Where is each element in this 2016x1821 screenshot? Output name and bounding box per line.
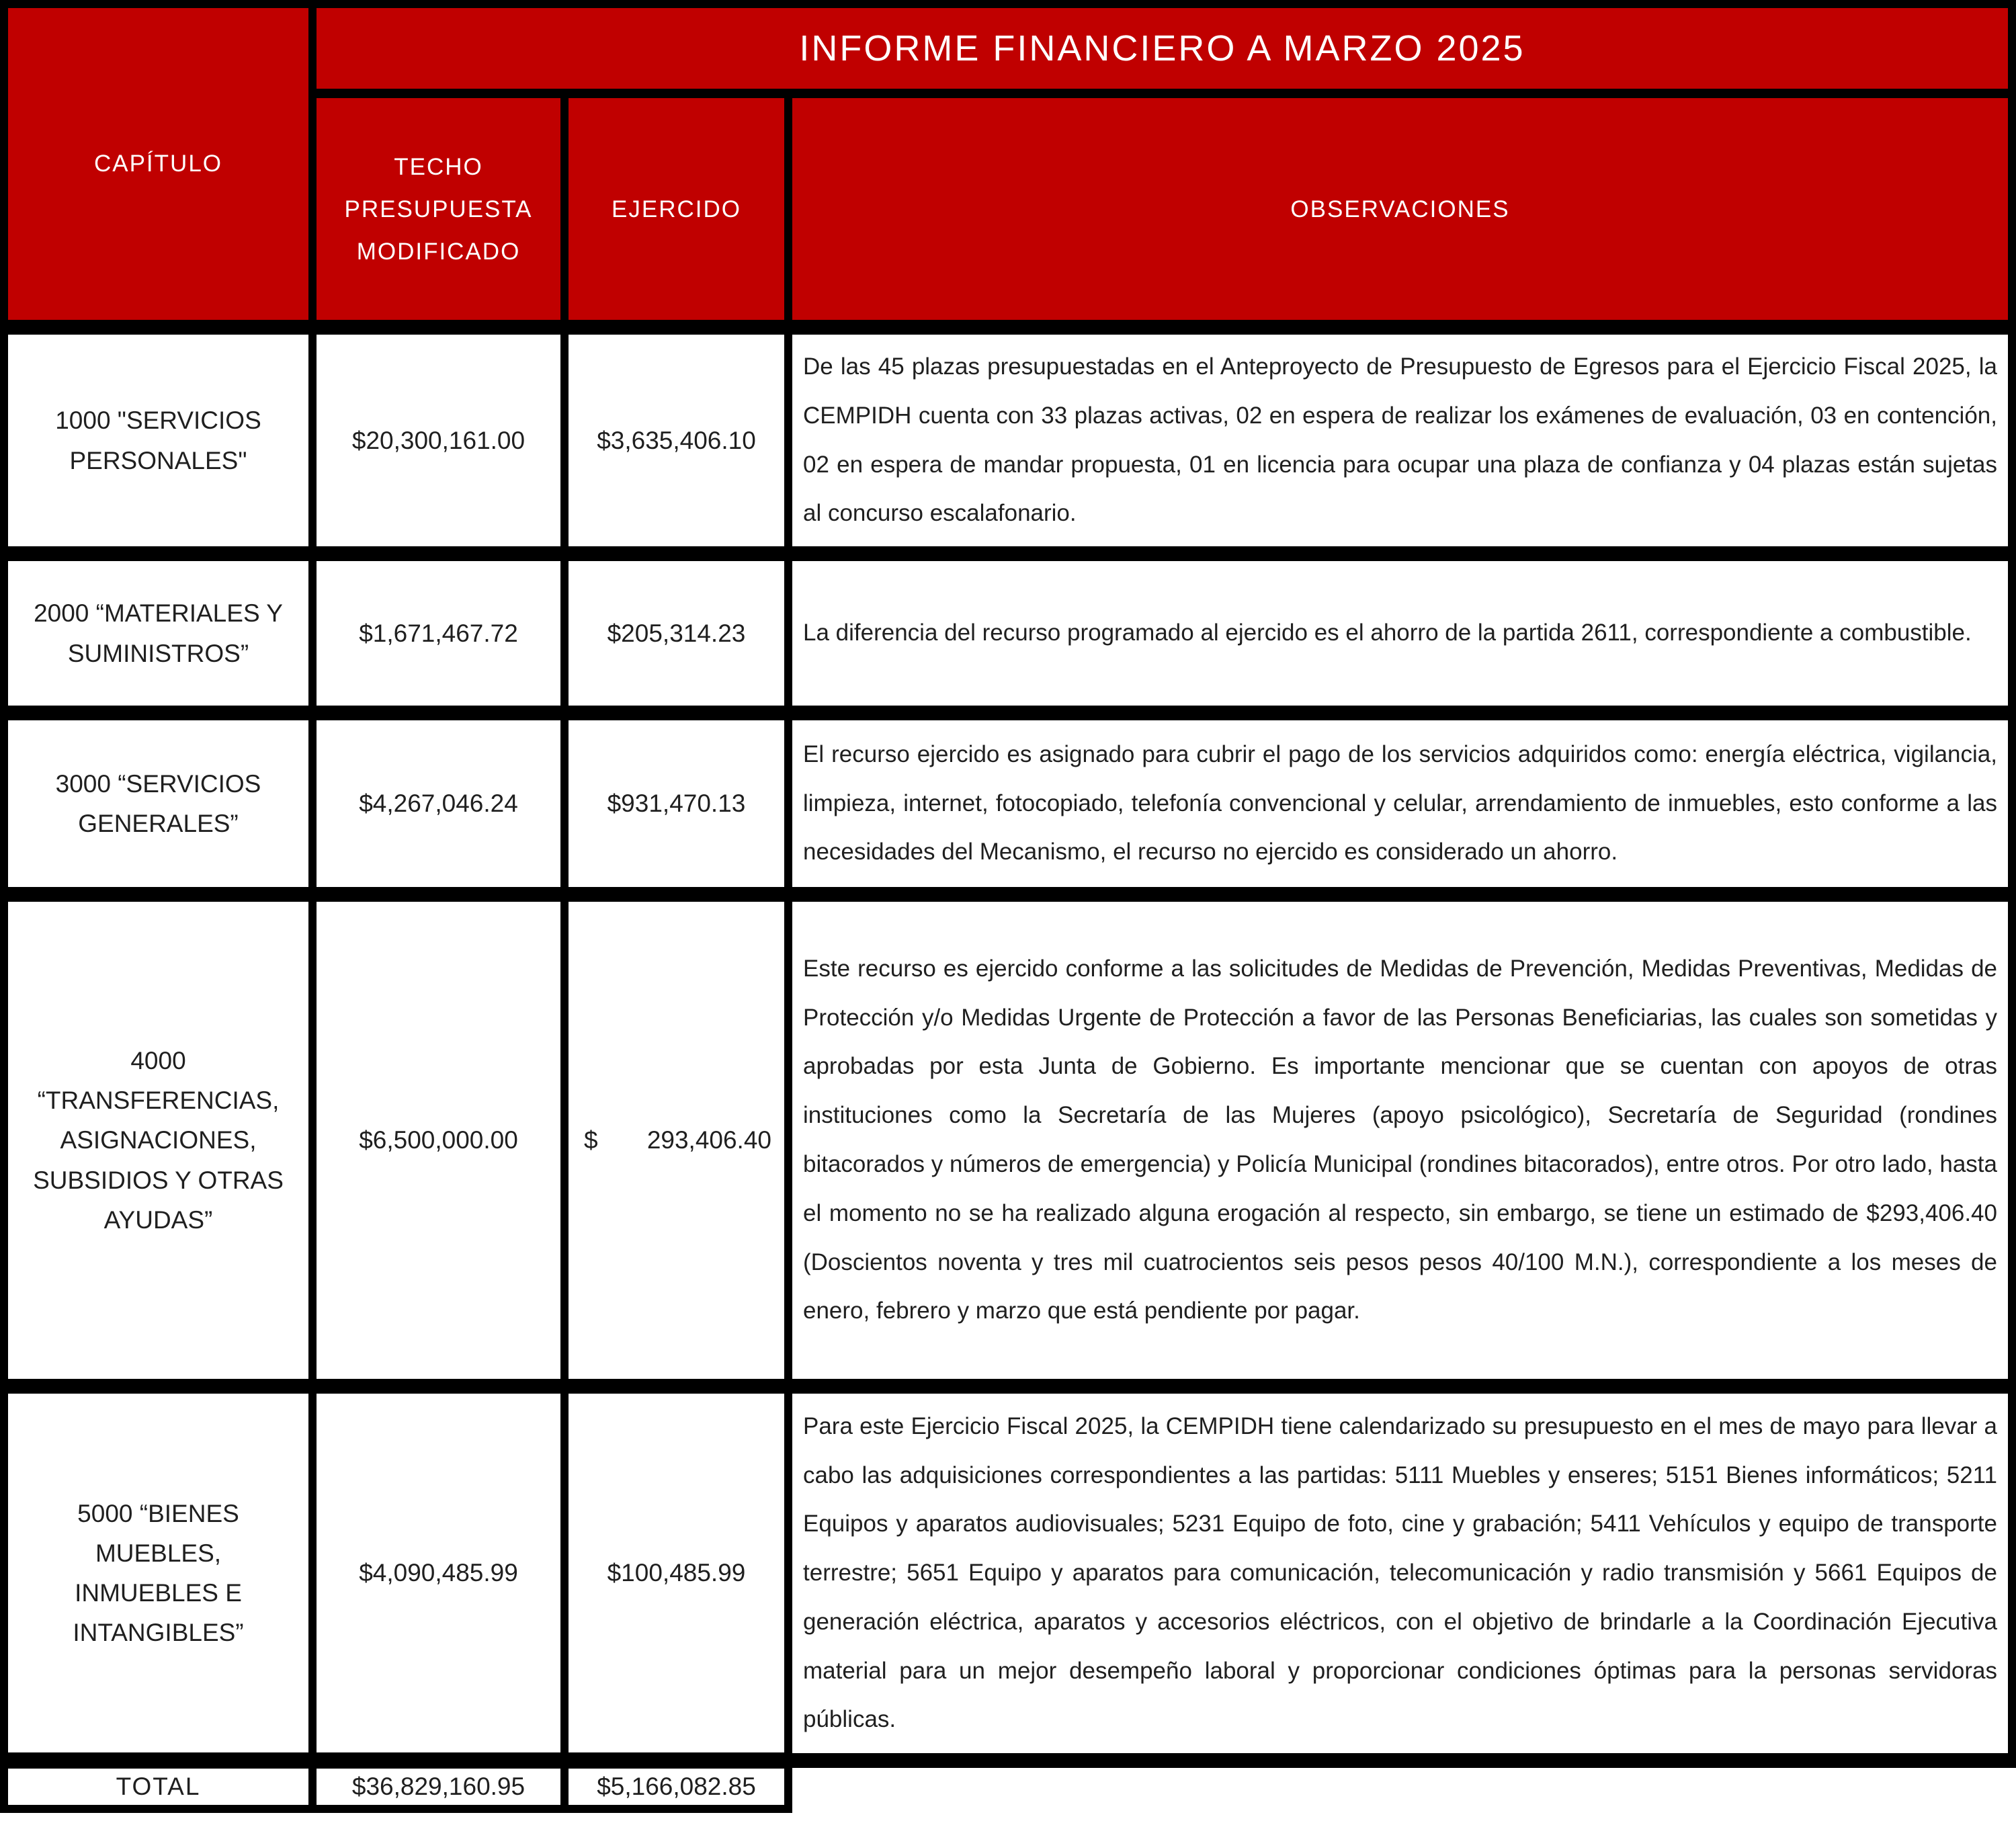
observaciones-cell-2000: La diferencia del recurso programado al ejercido es el ahorro de la partida 2611, correspondiente a combustible. — [788, 554, 2012, 713]
capitulo-cell-3000: 3000 “SERVICIOS GENERALES” — [4, 713, 312, 894]
column-header-techo: TECHO PRESUPUESTA MODIFICADO — [312, 93, 564, 327]
capitulo-cell-2000: 2000 “MATERIALES Y SUMINISTROS” — [4, 554, 312, 713]
ejercido-accounting-format — [569, 1126, 784, 1154]
currency-symbol: $ — [584, 1126, 598, 1154]
column-header-capitulo: CAPÍTULO — [4, 4, 312, 327]
ejercido-cell-2000: $205,314.23 — [564, 554, 788, 713]
column-header-observaciones: OBSERVACIONES — [788, 93, 2012, 327]
techo-cell-2000: $1,671,467.72 — [312, 554, 564, 713]
table-row-1000 — [4, 327, 2012, 554]
capitulo-cell-1000: 1000 "SERVICIOS PERSONALES" — [4, 327, 312, 554]
column-header-ejercido: EJERCIDO — [564, 93, 788, 327]
techo-cell-5000: $4,090,485.99 — [312, 1386, 564, 1761]
observaciones-cell-5000: Para este Ejercicio Fiscal 2025, la CEMPIDH tiene calendarizado su presupuesto en el mes de mayo para llevar a cabo las adquisiciones correspondientes a las partidas: 5111 Muebles y enseres; 5151 Bienes informáticos; 5211 Equipos y aparatos audiovisuales; 5231 Equipo de foto, cine y grabación; 5411 Vehículos y equipo de transporte terrestre; 5651 Equipo y aparatos para comunicación, telecomunicación y radio transmisión y 5661 Equipos de generación eléctrica, aparatos y accesorios eléctricos, con el objetivo de brindarle a la Coordinación Ejecutiva material para un mejor desempeño laboral y proporcionar condiciones óptimas para la personas servidoras públicas. — [788, 1386, 2012, 1761]
capitulo-cell-5000: 5000 “BIENES MUEBLES, INMUEBLES E INTANGIBLES” — [4, 1386, 312, 1761]
techo-cell-3000: $4,267,046.24 — [312, 713, 564, 894]
ejercido-cell-1000: $3,635,406.10 — [564, 327, 788, 554]
observaciones-cell-3000: El recurso ejercido es asignado para cubrir el pago de los servicios adquiridos como: energía eléctrica, vigilancia, limpieza, internet, fotocopiado, telefonía convencional y celular, arrendamiento de inmuebles, esto conforme a las necesidades del Mecanismo, el recurso no ejercido es considerado un ahorro. — [788, 713, 2012, 894]
table-row-total — [4, 1761, 2012, 1809]
total-techo-cell: $36,829,160.95 — [312, 1761, 564, 1809]
ejercido-cell-3000: $931,470.13 — [564, 713, 788, 894]
capitulo-cell-4000: 4000 “TRANSFERENCIAS, ASIGNACIONES, SUBSIDIOS Y OTRAS AYUDAS” — [4, 894, 312, 1386]
table-row-3000 — [4, 713, 2012, 894]
techo-cell-4000: $6,500,000.00 — [312, 894, 564, 1386]
ejercido-amount: 293,406.40 — [646, 1126, 771, 1154]
header-title-row — [4, 4, 2012, 93]
techo-cell-1000: $20,300,161.00 — [312, 327, 564, 554]
total-label-cell: TOTAL — [4, 1761, 312, 1809]
table-row-2000 — [4, 554, 2012, 713]
ejercido-cell-5000: $100,485.99 — [564, 1386, 788, 1761]
observaciones-cell-4000: Este recurso es ejercido conforme a las solicitudes de Medidas de Prevención, Medidas Preventivas, Medidas de Protección y/o Medidas Urgente de Protección a favor de las Personas Beneficiarias, las cuales son sometidas y aprobadas por esta Junta de Gobierno. Es importante mencionar que se cuentan con apoyos de otras instituciones como la Secretaría de las Mujeres (apoyo psicológico), Secretaría de Seguridad (rondines bitacorados y números de emergencia) y Policía Municipal (rondines bitacorados), entre otros. Por otro lado, hasta el momento no se ha realizado alguna erogación al respecto, sin embargo, se tiene un estimado de $293,406.40 (Doscientos noventa y tres mil cuatrocientos seis pesos pesos 40/100 M.N.), correspondiente a los meses de enero, febrero y marzo que está pendiente por pagar. — [788, 894, 2012, 1386]
table-row-4000 — [4, 894, 2012, 1386]
ejercido-cell-4000 — [564, 894, 788, 1386]
observaciones-cell-1000: De las 45 plazas presupuestadas en el Anteproyecto de Presupuesto de Egresos para el Ejercicio Fiscal 2025, la CEMPIDH cuenta con 33 plazas activas, 02 en espera de realizar los exámenes de evaluación, 03 en contención, 02 en espera de mandar propuesta, 01 en licencia para ocupar una plaza de confianza y 04 plazas están sujetas al concurso escalafonario. — [788, 327, 2012, 554]
total-ejercido-cell: $5,166,082.85 — [564, 1761, 788, 1809]
report-title: INFORME FINANCIERO A MARZO 2025 — [312, 4, 2012, 93]
table-row-5000 — [4, 1386, 2012, 1761]
total-empty-cell — [788, 1761, 2012, 1809]
